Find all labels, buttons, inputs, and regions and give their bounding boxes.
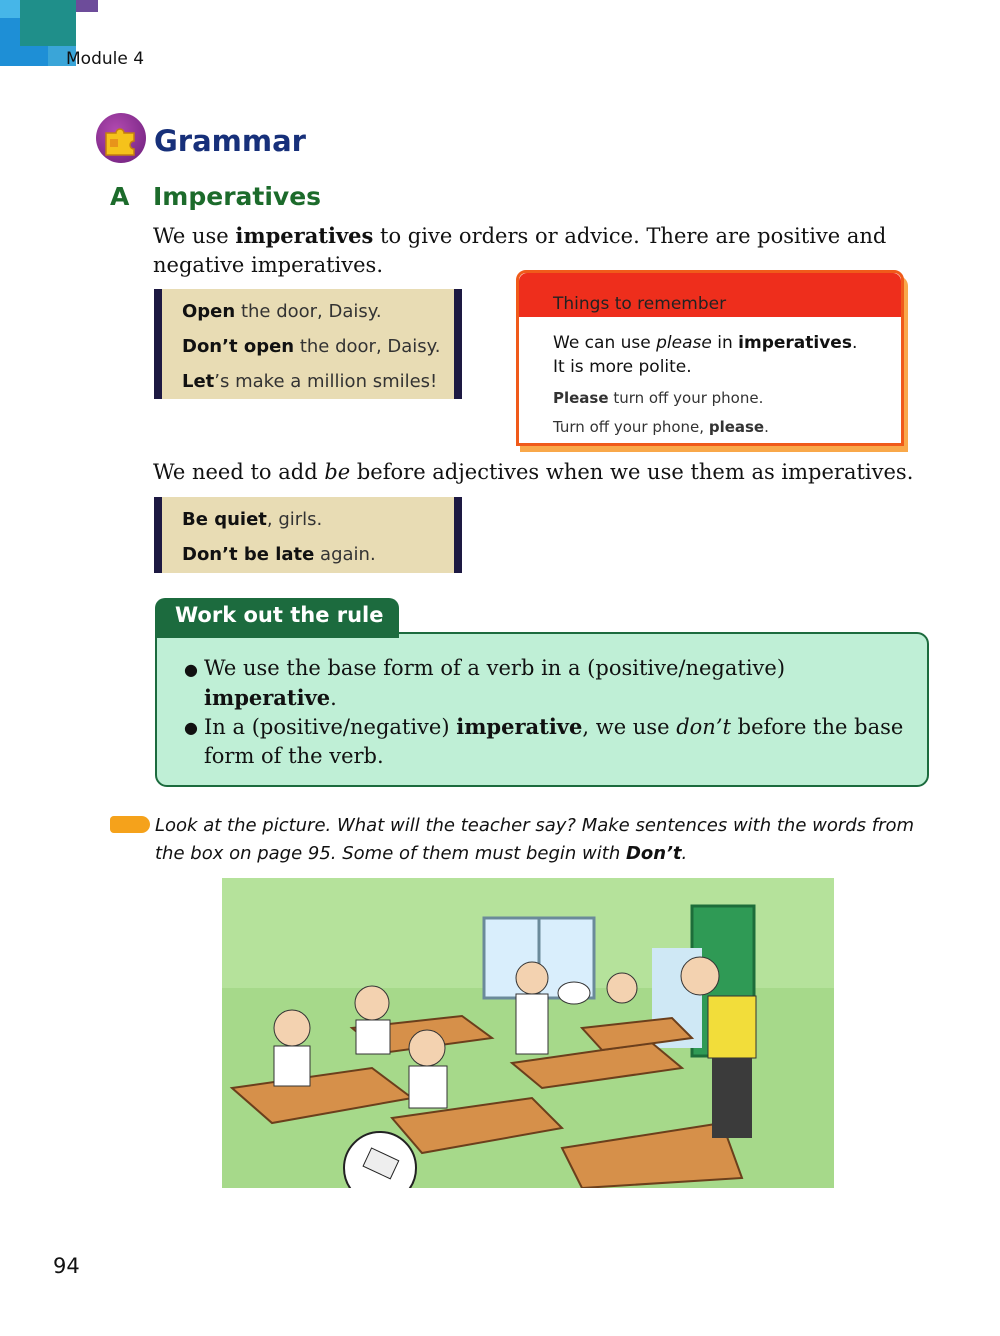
corner-decoration [20,0,76,46]
puzzle-icon [96,113,146,163]
example-line: Let’s make a million smiles! [182,371,438,392]
remember-title: Things to remember [553,294,727,314]
remember-line: We can use please in imperatives. [553,333,858,353]
page-number: 94 [53,1254,80,1278]
section-letter: A [110,182,130,211]
module-label: Module 4 [66,49,145,69]
example-line: Open the door, Daisy. [182,301,382,322]
rule-bullet: In a (positive/negative) imperative, we use don’t before the base form of the verb. [204,714,904,768]
corner-decoration [76,0,98,12]
task-instruction: Look at the picture. What will the teacher say? Make sentences with the words from the box on page 95. Some of them must begin with Don’t. [155,815,915,864]
be-adjective-paragraph: We need to add be before adjectives when we use them as imperatives. [153,460,914,484]
bullet-icon: ● [184,718,198,737]
example-box [154,497,462,573]
rule-tab-label: Work out the rule [175,603,384,627]
intro-paragraph: We use imperatives to give orders or advice. There are positive and negative imperatives. [153,223,887,277]
bullet-icon: ● [184,660,198,679]
remember-example: Turn off your phone, please. [553,418,769,436]
example-box [154,289,462,399]
classroom-illustration [222,878,834,1188]
remember-line: It is more polite. [553,357,692,377]
example-line: Don’t be late again. [182,544,376,565]
rule-bullet: We use the base form of a verb in a (positive/negative) imperative. [204,656,786,710]
remember-example: Please turn off your phone. [553,389,764,407]
example-line: Don’t open the door, Daisy. [182,336,441,357]
section-title: Imperatives [153,182,322,211]
corner-decoration [0,0,20,18]
task-marker-icon [110,816,150,833]
grammar-title: Grammar [154,124,306,158]
things-to-remember-box [516,270,904,446]
example-line: Be quiet, girls. [182,509,323,530]
